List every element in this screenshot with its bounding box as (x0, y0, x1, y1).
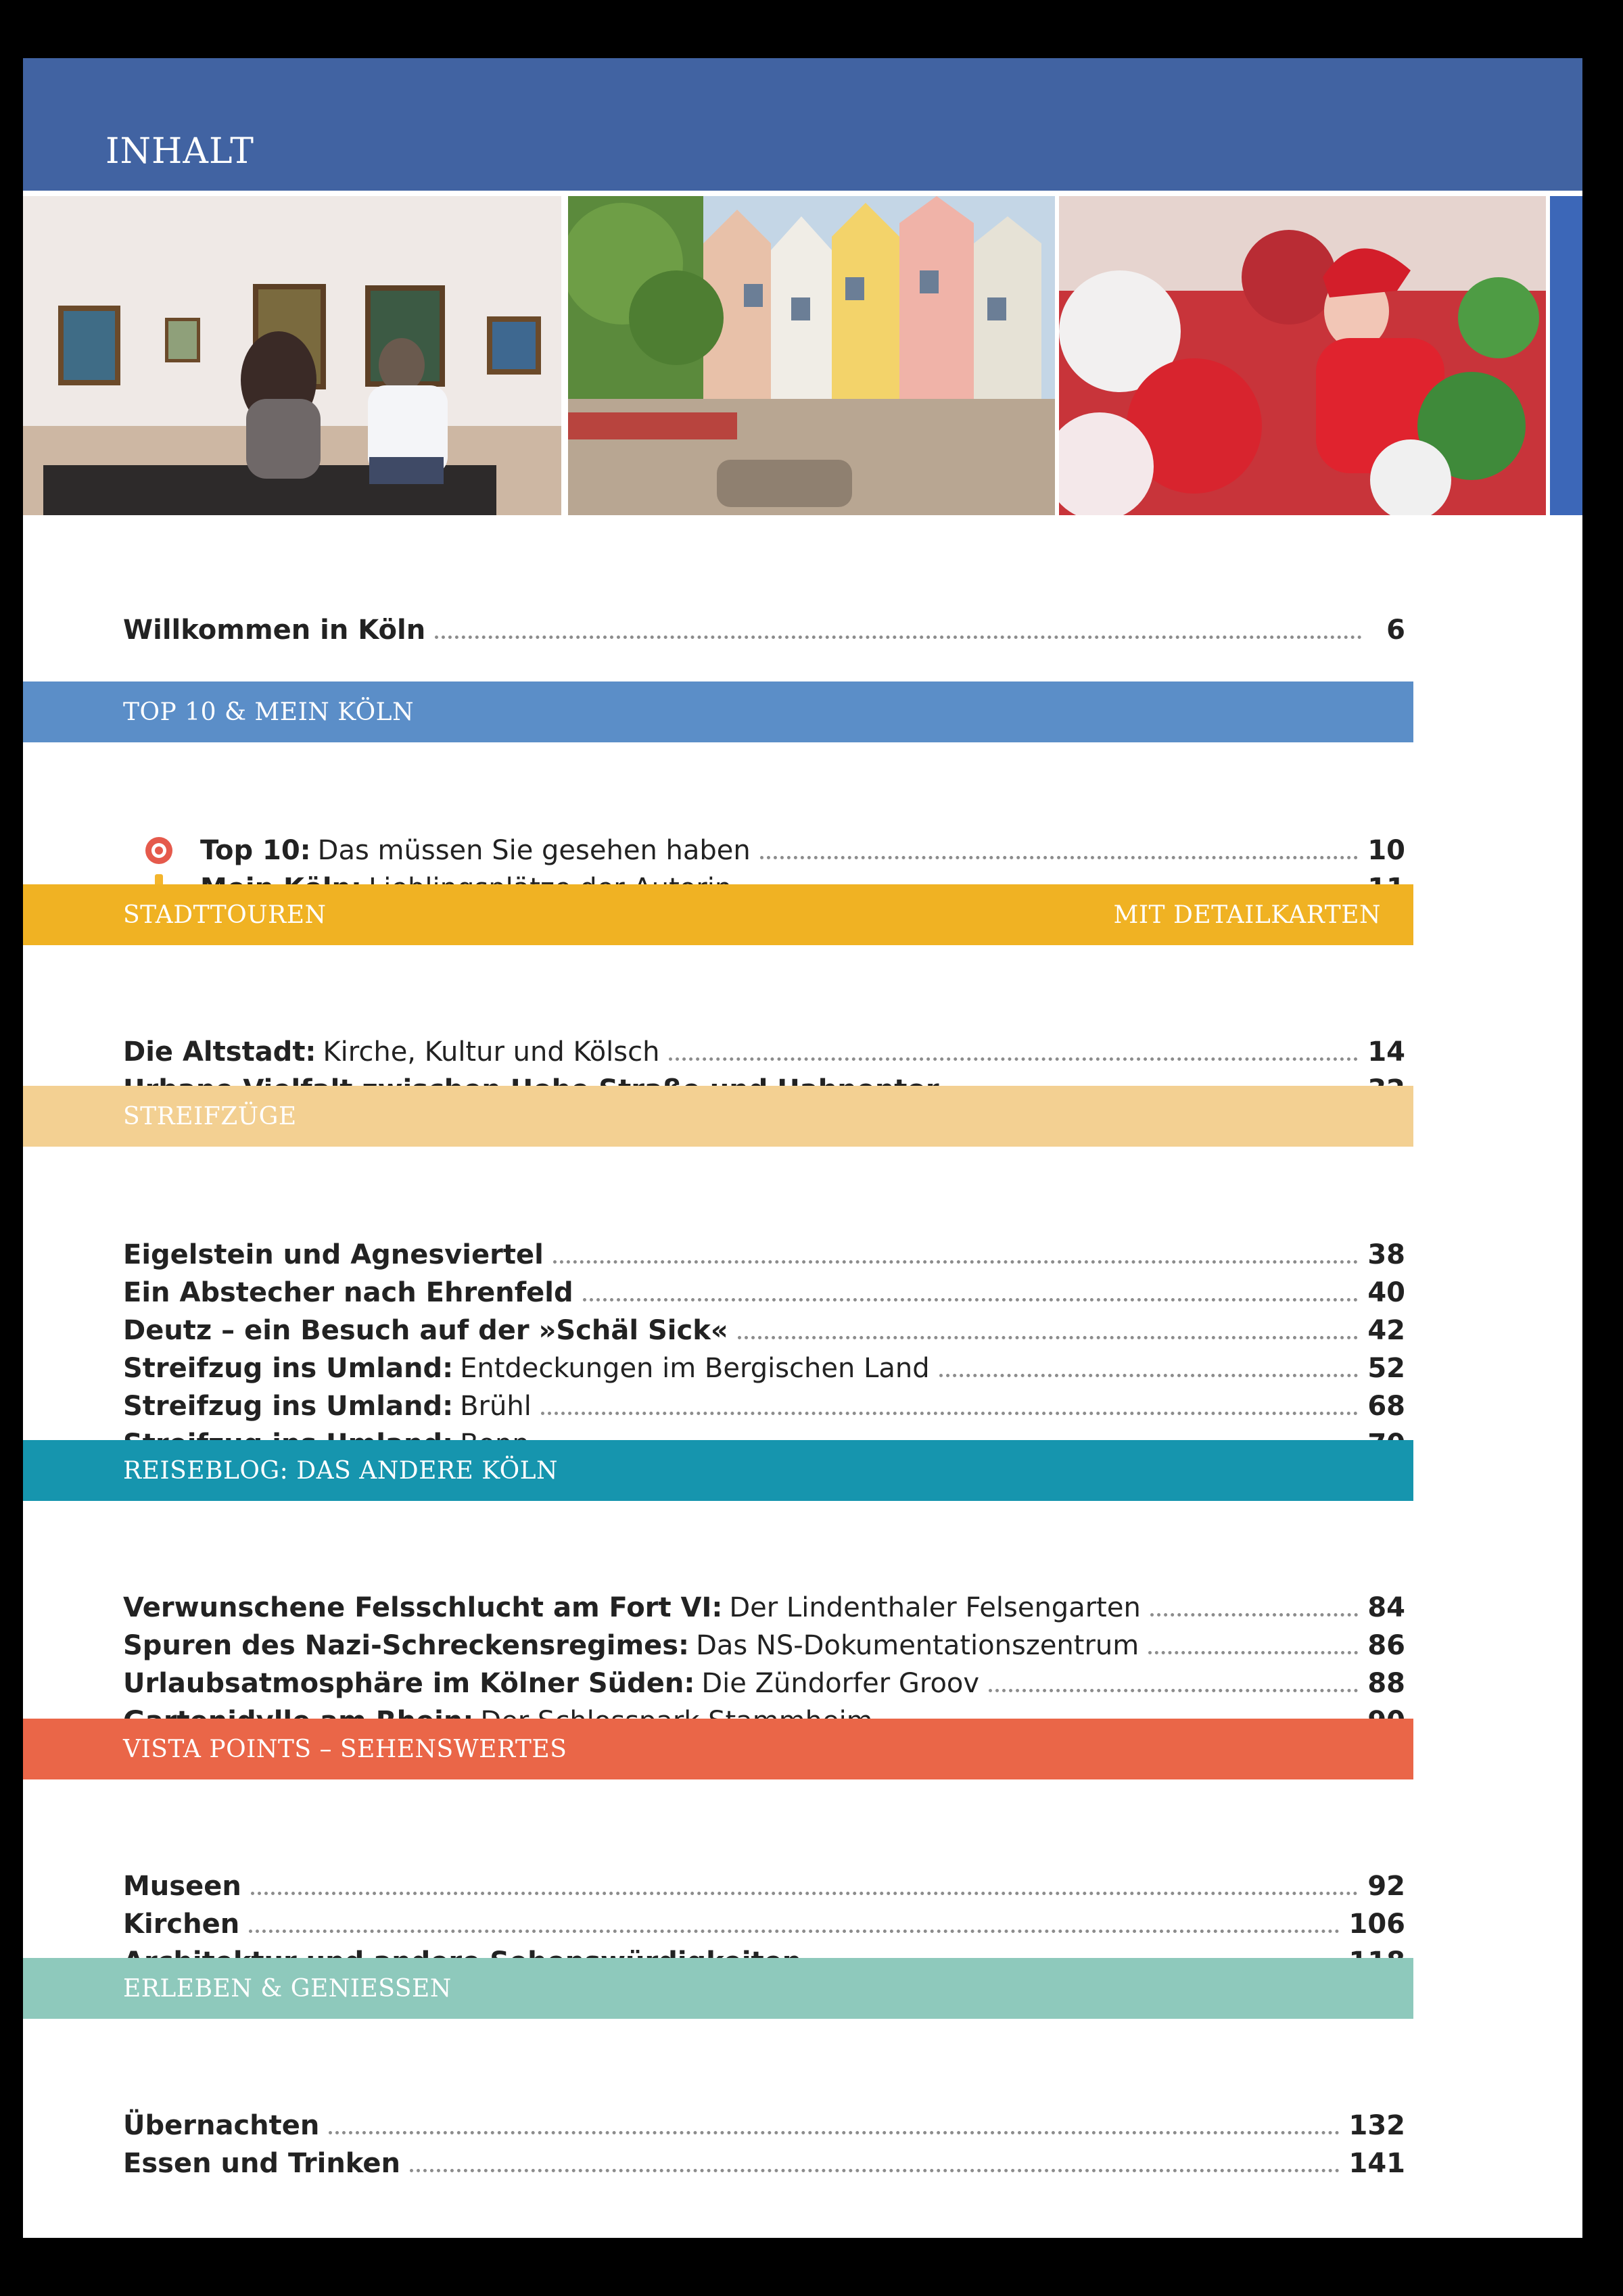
photo-edge-strip (1550, 196, 1582, 515)
entry-subtitle: Das NS-Dokumentationszentrum (696, 1630, 1139, 1661)
entry-title: Die Altstadt: (123, 1036, 316, 1068)
section-title: VISTA POINTS – SEHENSWERTES (123, 1735, 567, 1763)
section-subtitle: MIT DETAILKARTEN (1113, 901, 1381, 929)
top10-icon (143, 835, 174, 866)
toc-entry[interactable] (123, 1905, 1405, 1943)
dot-leader (760, 842, 1359, 859)
section-title: STREIFZÜGE (123, 1102, 297, 1130)
dot-leader (553, 1246, 1359, 1264)
page-number: 132 (1348, 2110, 1405, 2141)
header-divider (23, 191, 1582, 195)
section-header-top10 (23, 681, 1413, 742)
page-number: 141 (1348, 2148, 1405, 2179)
toc-entry[interactable] (123, 1867, 1405, 1905)
page-number: 40 (1367, 1277, 1405, 1308)
entry-title: Top 10: (200, 835, 311, 866)
entry-title: Deutz – ein Besuch auf der »Schäl Sick« (123, 1315, 728, 1346)
entry-title: Essen und Trinken (123, 2148, 400, 2179)
entry-title: Ein Abstecher nach Ehrenfeld (123, 1277, 573, 1308)
page-number: 106 (1348, 1909, 1405, 1940)
toc-entry[interactable] (123, 2145, 1405, 2182)
page-number: 10 (1367, 835, 1405, 866)
toc-entry[interactable] (123, 1627, 1405, 1665)
section-title: ERLEBEN & GENIESSEN (123, 1974, 452, 2003)
toc-entry[interactable] (123, 1349, 1405, 1387)
photo-museum (23, 196, 561, 515)
page-number: 88 (1367, 1668, 1405, 1699)
entry-title: Kirchen (123, 1909, 240, 1940)
entry-title: Willkommen in Köln (123, 615, 426, 646)
entry-title: Übernachten (123, 2110, 320, 2141)
dot-leader (1150, 1599, 1359, 1617)
section-title: REISEBLOG: DAS ANDERE KÖLN (123, 1456, 559, 1485)
dot-leader (329, 2117, 1339, 2134)
dot-leader (583, 1284, 1359, 1301)
page-number: 14 (1367, 1036, 1405, 1068)
toc-entry[interactable] (123, 1236, 1405, 1274)
section-header-stadttouren (23, 884, 1413, 945)
toc-entry[interactable] (123, 1312, 1405, 1349)
entry-title: Verwunschene Felsschlucht am Fort VI: (123, 1592, 723, 1623)
section-title: TOP 10 & MEIN KÖLN (123, 698, 415, 726)
page-number: 38 (1367, 1239, 1405, 1270)
page-title: INHALT (105, 131, 254, 172)
entry-title: Streifzug ins Umland: (123, 1353, 454, 1384)
page-number: 84 (1367, 1592, 1405, 1623)
dot-leader (669, 1043, 1358, 1061)
section-header-reiseblog (23, 1440, 1413, 1501)
section-header-erleben (23, 1958, 1413, 2019)
dot-leader (939, 1360, 1359, 1377)
entry-subtitle: Entdeckungen im Bergischen Land (460, 1353, 930, 1384)
page-number: 92 (1367, 1871, 1405, 1902)
toc-page (23, 58, 1582, 2238)
entry-subtitle: Kirche, Kultur und Kölsch (323, 1036, 660, 1068)
entry-title: Urlaubsatmosphäre im Kölner Süden: (123, 1668, 695, 1699)
toc-entry[interactable] (123, 1387, 1405, 1425)
toc-entry[interactable] (123, 1665, 1405, 1702)
entry-subtitle: Die Zündorfer Groov (701, 1668, 980, 1699)
toc-entry[interactable] (123, 2107, 1405, 2145)
toc-entry-willkommen[interactable] (123, 611, 1405, 649)
entry-subtitle: Der Lindenthaler Felsengarten (729, 1592, 1141, 1623)
section-header-vista-points (23, 1719, 1413, 1779)
entry-title: Museen (123, 1871, 241, 1902)
dot-leader (435, 621, 1362, 639)
header-band (23, 58, 1582, 191)
toc-entry[interactable] (143, 832, 1405, 869)
entry-title: Eigelstein und Agnesviertel (123, 1239, 544, 1270)
toc-entry[interactable] (123, 1274, 1405, 1312)
page-number: 42 (1367, 1315, 1405, 1346)
page-number: 6 (1386, 615, 1405, 646)
section-title: STADTTOUREN (123, 901, 327, 929)
dot-leader (249, 1915, 1339, 1933)
toc-entry[interactable] (123, 1589, 1405, 1627)
photo-karneval (1059, 196, 1546, 515)
entry-title: Spuren des Nazi-Schreckensregimes: (123, 1630, 690, 1661)
entry-title: Streifzug ins Umland: (123, 1391, 454, 1422)
page-number: 68 (1367, 1391, 1405, 1422)
page-number: 86 (1367, 1630, 1405, 1661)
entry-subtitle: Das müssen Sie gesehen haben (317, 835, 751, 866)
dot-leader (251, 1878, 1359, 1895)
dot-leader (410, 2155, 1340, 2172)
entry-subtitle: Brühl (460, 1391, 532, 1422)
page-number: 52 (1367, 1353, 1405, 1384)
dot-leader (541, 1397, 1359, 1415)
photo-altstadt (568, 196, 1055, 515)
section-header-streifzuege (23, 1086, 1413, 1147)
dot-leader (738, 1322, 1359, 1339)
toc-entry[interactable] (123, 1033, 1405, 1071)
dot-leader (1148, 1637, 1358, 1654)
dot-leader (989, 1675, 1358, 1692)
